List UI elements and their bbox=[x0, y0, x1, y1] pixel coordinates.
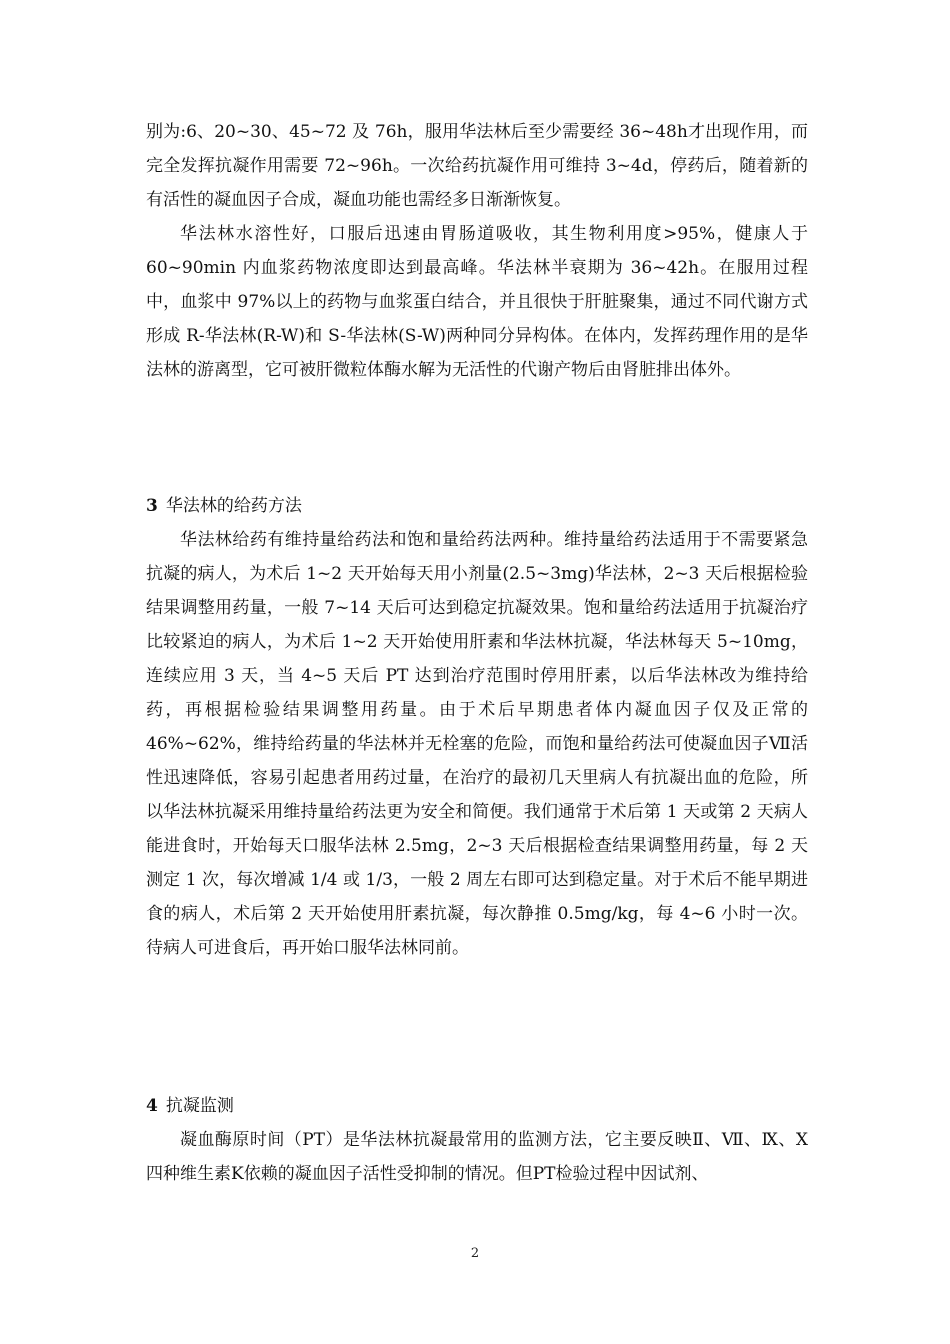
paragraph-dosing-methods: 华法林给药有维持量给药法和饱和量给药法两种。维持量给药法适用于不需要紧急抗凝的病人，为术后 1~2 天开始每天用小剂量(2.5~3mg)华法林，2~3 天后根据检验结果调整用药量，一般 7~14 天后可达到稳定抗凝效果。饱和量给药法适用于抗凝治疗比较紧迫的病人，为术后 1~2 天开始使用肝素和华法林抗凝，华法林每天 5~10mg，连续应用 3 天，当 4~5 天后 PT 达到治疗范围时停用肝素，以后华法林改为维持给药，再根据检验结果调整用药量。由于术后早期患者体内凝血因子仅及正常的 46%~62%，维持给药量的华法林并无栓塞的危险，而饱和量给药法可使凝血因子Ⅶ活性迅速降低，容易引起患者用药过量，在治疗的最初几天里病人有抗凝出血的危险，所以华法林抗凝采用维持量给药法更为安全和简便。我们通常于术后第 1 天或第 2 天病人能进食时，开始每天口服华法林 2.5mg，2~3 天后根据检查结果调整用药量，每 2 天测定 1 次，每次增减 1/4 或 1/3，一般 2 周左右即可达到稳定量。对于术后不能早期进食的病人，术后第 2 天开始使用肝素抗凝，每次静推 0.5mg/kg，每 4~6 小时一次。待病人可进食后，再开始口服华法林同前。 bbox=[146, 530, 808, 958]
section-title: 华法林的给药方法 bbox=[165, 496, 302, 516]
paragraph-pharmacokinetics: 华法林水溶性好，口服后迅速由胃肠道吸收，其生物利用度>95%，健康人于 60~90min 内血浆药物浓度即达到最高峰。华法林半衰期为 36~42h。在服用过程中，血浆中 97%以上的药物与血浆蛋白结合，并且很快于肝脏聚集，通过不同代谢方式形成 R-华法林(R-W)和 S-华法林(S-W)两种同分异构体。在体内，发挥药理作用的是华法林的游离型，它可被肝微粒体酶水解为无活性的代谢产物后由肾脏排出体外。 bbox=[146, 224, 808, 380]
paragraph-continued: 别为:6、20~30、45~72 及 76h，服用华法林后至少需要经 36~48h才出现作用，而完全发挥抗凝作用需要 72~96h。一次给药抗凝作用可维持 3~4d，停药后，随着新的有活性的凝血因子合成，凝血功能也需经多日渐渐恢复。 bbox=[146, 122, 808, 210]
paragraph-monitoring: 凝血酶原时间（PT）是华法林抗凝最常用的监测方法，它主要反映Ⅱ、Ⅶ、Ⅸ、Ⅹ四种维生素K依赖的凝血因子活性受抑制的情况。但PT检验过程中因试剂、 bbox=[146, 1130, 808, 1184]
section-number: 3 bbox=[146, 496, 158, 516]
section-heading bbox=[146, 1089, 808, 1123]
text-block-top bbox=[146, 115, 808, 387]
section-3 bbox=[146, 489, 808, 965]
page-number: 2 bbox=[470, 1246, 480, 1261]
section-4 bbox=[146, 1089, 808, 1191]
section-number: 4 bbox=[146, 1096, 158, 1116]
section-title: 抗凝监测 bbox=[165, 1096, 234, 1116]
section-heading bbox=[146, 489, 808, 523]
